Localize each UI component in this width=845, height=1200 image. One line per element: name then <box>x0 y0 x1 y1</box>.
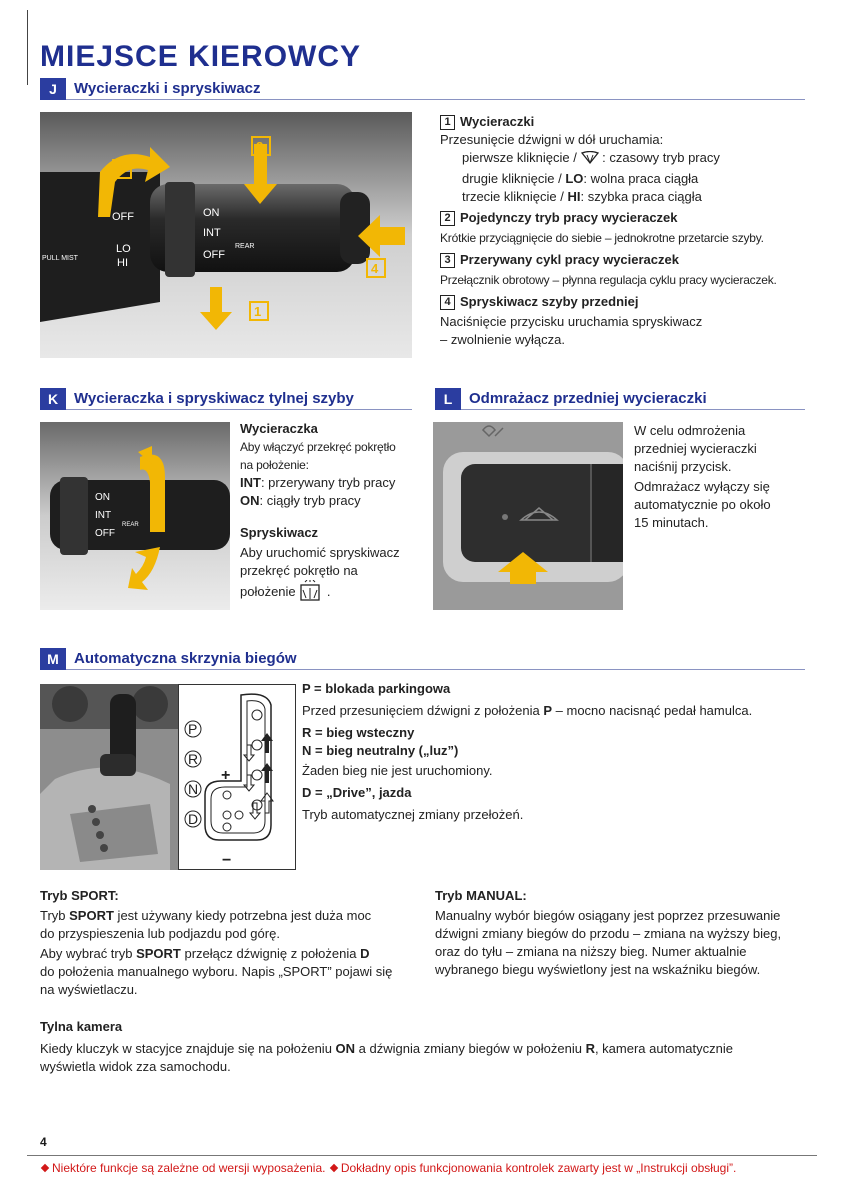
m-r-title: R = bieg wsteczny <box>302 725 415 740</box>
section-j-title: Wycieraczki i spryskiwacz <box>74 80 261 97</box>
diamond-icon <box>330 1164 338 1172</box>
rear-washer-icon <box>299 580 323 607</box>
section-k-badge: K <box>40 388 66 410</box>
m-n-text: Żaden bieg nie jest uruchomiony. <box>302 763 493 778</box>
section-m-title: Automatyczna skrzynia biegów <box>74 650 297 667</box>
sport-l4: do położenia manualnego wyboru. Napis „SPORT” pojawi się <box>40 964 393 979</box>
gear-lever-photo <box>40 684 178 870</box>
footer-divider <box>27 1155 817 1156</box>
k-washer-title: Spryskiwacz <box>240 525 319 540</box>
section-k-title: Wycieraczka i spryskiwacz tylnej szyby <box>74 390 354 407</box>
arrow-label-1: 1 <box>254 304 262 319</box>
manual-l3: oraz do tyłu – zmiana na niższy bieg. Numer aktualnie <box>435 944 747 959</box>
l-line4: Odmrażacz wyłączy się <box>634 479 770 494</box>
section-l-badge: L <box>435 388 461 410</box>
wiper-stalk-photo <box>40 112 412 358</box>
l-line5: automatycznie po około <box>634 497 771 512</box>
sport-l2: do przyspieszenia lub podjazdu pod górę. <box>40 926 280 941</box>
section-l-text <box>634 422 814 532</box>
m-n-title: N = bieg neutralny („luz”) <box>302 743 459 758</box>
gate-r: R <box>188 751 199 767</box>
camera-title: Tylna kamera <box>40 1019 123 1034</box>
manual-l2: dźwigni zmiany biegów do przodu – zmiana na wyższy bieg, <box>435 926 782 941</box>
diamond-icon <box>41 1164 49 1172</box>
section-l-header <box>435 388 805 410</box>
label-rear: REAR <box>235 243 255 250</box>
section-k-text <box>240 420 420 607</box>
item1-line3: drugie kliknięcie / LO: wolna praca ciągła <box>462 171 699 186</box>
manual-title: Tryb MANUAL: <box>435 888 527 903</box>
label-off: OFF <box>112 211 134 223</box>
manual-mode-block <box>435 887 815 979</box>
k-wiper-title: Wycieraczka <box>240 421 318 436</box>
item1-title: Wycieraczki <box>460 114 535 129</box>
m-d-title: D = „Drive”, jazda <box>302 785 412 800</box>
arrow-label-3: 3 <box>117 162 125 177</box>
l-line6: 15 minutach. <box>634 515 709 530</box>
item1-line2: pierwsze kliknięcie / : czasowy tryb pracy <box>440 149 820 170</box>
item4-num: 4 <box>440 295 455 310</box>
k-washer-l2: przekręć pokrętło na <box>240 563 358 578</box>
item1-line1: Przesunięcie dźwigni w dół uruchamia: <box>440 132 664 147</box>
label-int: INT <box>203 227 221 239</box>
section-m-badge: M <box>40 648 66 670</box>
margin-line <box>27 10 28 85</box>
sport-l5: na wyświetlaczu. <box>40 982 138 997</box>
arrow-label-2: 2 <box>256 139 264 154</box>
l-line2: przedniej wycieraczki <box>634 441 757 456</box>
k-wiper-l1: Aby włączyć przekręć pokrętło <box>240 440 396 454</box>
item3-text: Przełącznik obrotowy – płynna regulacja cyklu pracy wycieraczek. <box>440 273 777 287</box>
page-title: MIEJSCE KIEROWCY <box>40 40 362 73</box>
item4-line1: Naciśnięcie przycisku uruchamia spryskiwacz <box>440 314 703 329</box>
gate-d: D <box>188 811 199 827</box>
page-number: 4 <box>40 1135 47 1149</box>
item2-text: Krótkie przyciągnięcie do siebie – jednokrotne przetarcie szyby. <box>440 231 764 245</box>
arrow-label-4: 4 <box>371 261 379 276</box>
rear-camera-block <box>40 1018 820 1076</box>
l-line1: W celu odmrożenia <box>634 423 746 438</box>
m-d-text: Tryb automatycznej zmiany przełożeń. <box>302 807 524 822</box>
gate-p: P <box>188 721 198 737</box>
rear-wiper-photo <box>40 422 230 610</box>
m-p-title: P = blokada parkingowa <box>302 681 451 696</box>
k-wiper-l2: na położenie: <box>240 458 309 472</box>
manual-l1: Manualny wybór biegów osiągany jest poprzez przesuwanie <box>435 908 781 923</box>
label-on: ON <box>203 207 220 219</box>
m-p-text: Przed przesunięciem dźwigni z położenia P – mocno nacisnąć pedał hamulca. <box>302 703 753 718</box>
camera-l1: Kiedy kluczyk w stacyjce znajduje się na położeniu ON a dźwignia zmiany biegów w położeniu R, kamera automatycznie <box>40 1041 733 1056</box>
label-hi: HI <box>117 257 128 269</box>
sport-l1: Tryb SPORT jest używany kiedy potrzebna jest duża moc <box>40 908 372 923</box>
sport-l3: Aby wybrać tryb SPORT przełącz dźwignię z położenia D <box>40 946 370 961</box>
k-wiper-l3: INT: przerywany tryb pracy <box>240 475 396 490</box>
k-label-on: ON <box>95 492 110 503</box>
section-m-header <box>40 648 805 670</box>
k-label-int: INT <box>95 510 112 521</box>
k-label-rear: REAR <box>122 522 139 528</box>
item2-title: Pojedynczy tryb pracy wycieraczek <box>460 210 678 225</box>
k-washer-l3: położenie . <box>240 580 420 607</box>
section-j-header <box>40 78 805 100</box>
item1-line4: trzecie kliknięcie / HI: szybka praca ciągła <box>462 189 702 204</box>
intermittent-wiper-icon <box>581 151 599 170</box>
label-pull-mist: PULL MIST <box>42 255 78 262</box>
camera-l2: wyświetla widok zza samochodu. <box>40 1059 231 1074</box>
k-wiper-l4: ON: ciągły tryb pracy <box>240 493 361 508</box>
footer-note: Niektóre funkcje są zależne od wersji wyposażenia. Dokładny opis funkcjonowania kontrolek zawarty jest w „Instrukcji obsługi”. <box>40 1161 736 1175</box>
manual-l4: wybranego biegu wyświetlony jest na wskaźniku biegów. <box>435 962 761 977</box>
deicer-photo <box>433 422 623 610</box>
item3-title: Przerywany cykl pracy wycieraczek <box>460 252 679 267</box>
gate-minus: − <box>222 852 232 869</box>
section-k-header <box>40 388 412 410</box>
gear-gate-diagram <box>178 684 296 870</box>
l-line3: naciśnij przycisk. <box>634 459 732 474</box>
sport-mode-block <box>40 887 420 999</box>
k-label-off: OFF <box>95 528 115 539</box>
gate-n: N <box>188 781 199 797</box>
section-j-text <box>440 113 820 349</box>
section-m-text <box>302 680 812 824</box>
gate-plus: + <box>221 767 231 784</box>
item1-num: 1 <box>440 115 455 130</box>
section-j-badge: J <box>40 78 66 100</box>
item4-line2: – zwolnienie wyłącza. <box>440 332 566 347</box>
item4-title: Spryskiwacz szyby przedniej <box>460 294 639 309</box>
sport-title: Tryb SPORT: <box>40 888 119 903</box>
label-lo: LO <box>116 243 131 255</box>
section-l-title: Odmrażacz przedniej wycieraczki <box>469 390 707 407</box>
item2-num: 2 <box>440 211 455 226</box>
label-off2: OFF <box>203 249 225 261</box>
k-washer-l1: Aby uruchomić spryskiwacz <box>240 545 400 560</box>
item3-num: 3 <box>440 253 455 268</box>
